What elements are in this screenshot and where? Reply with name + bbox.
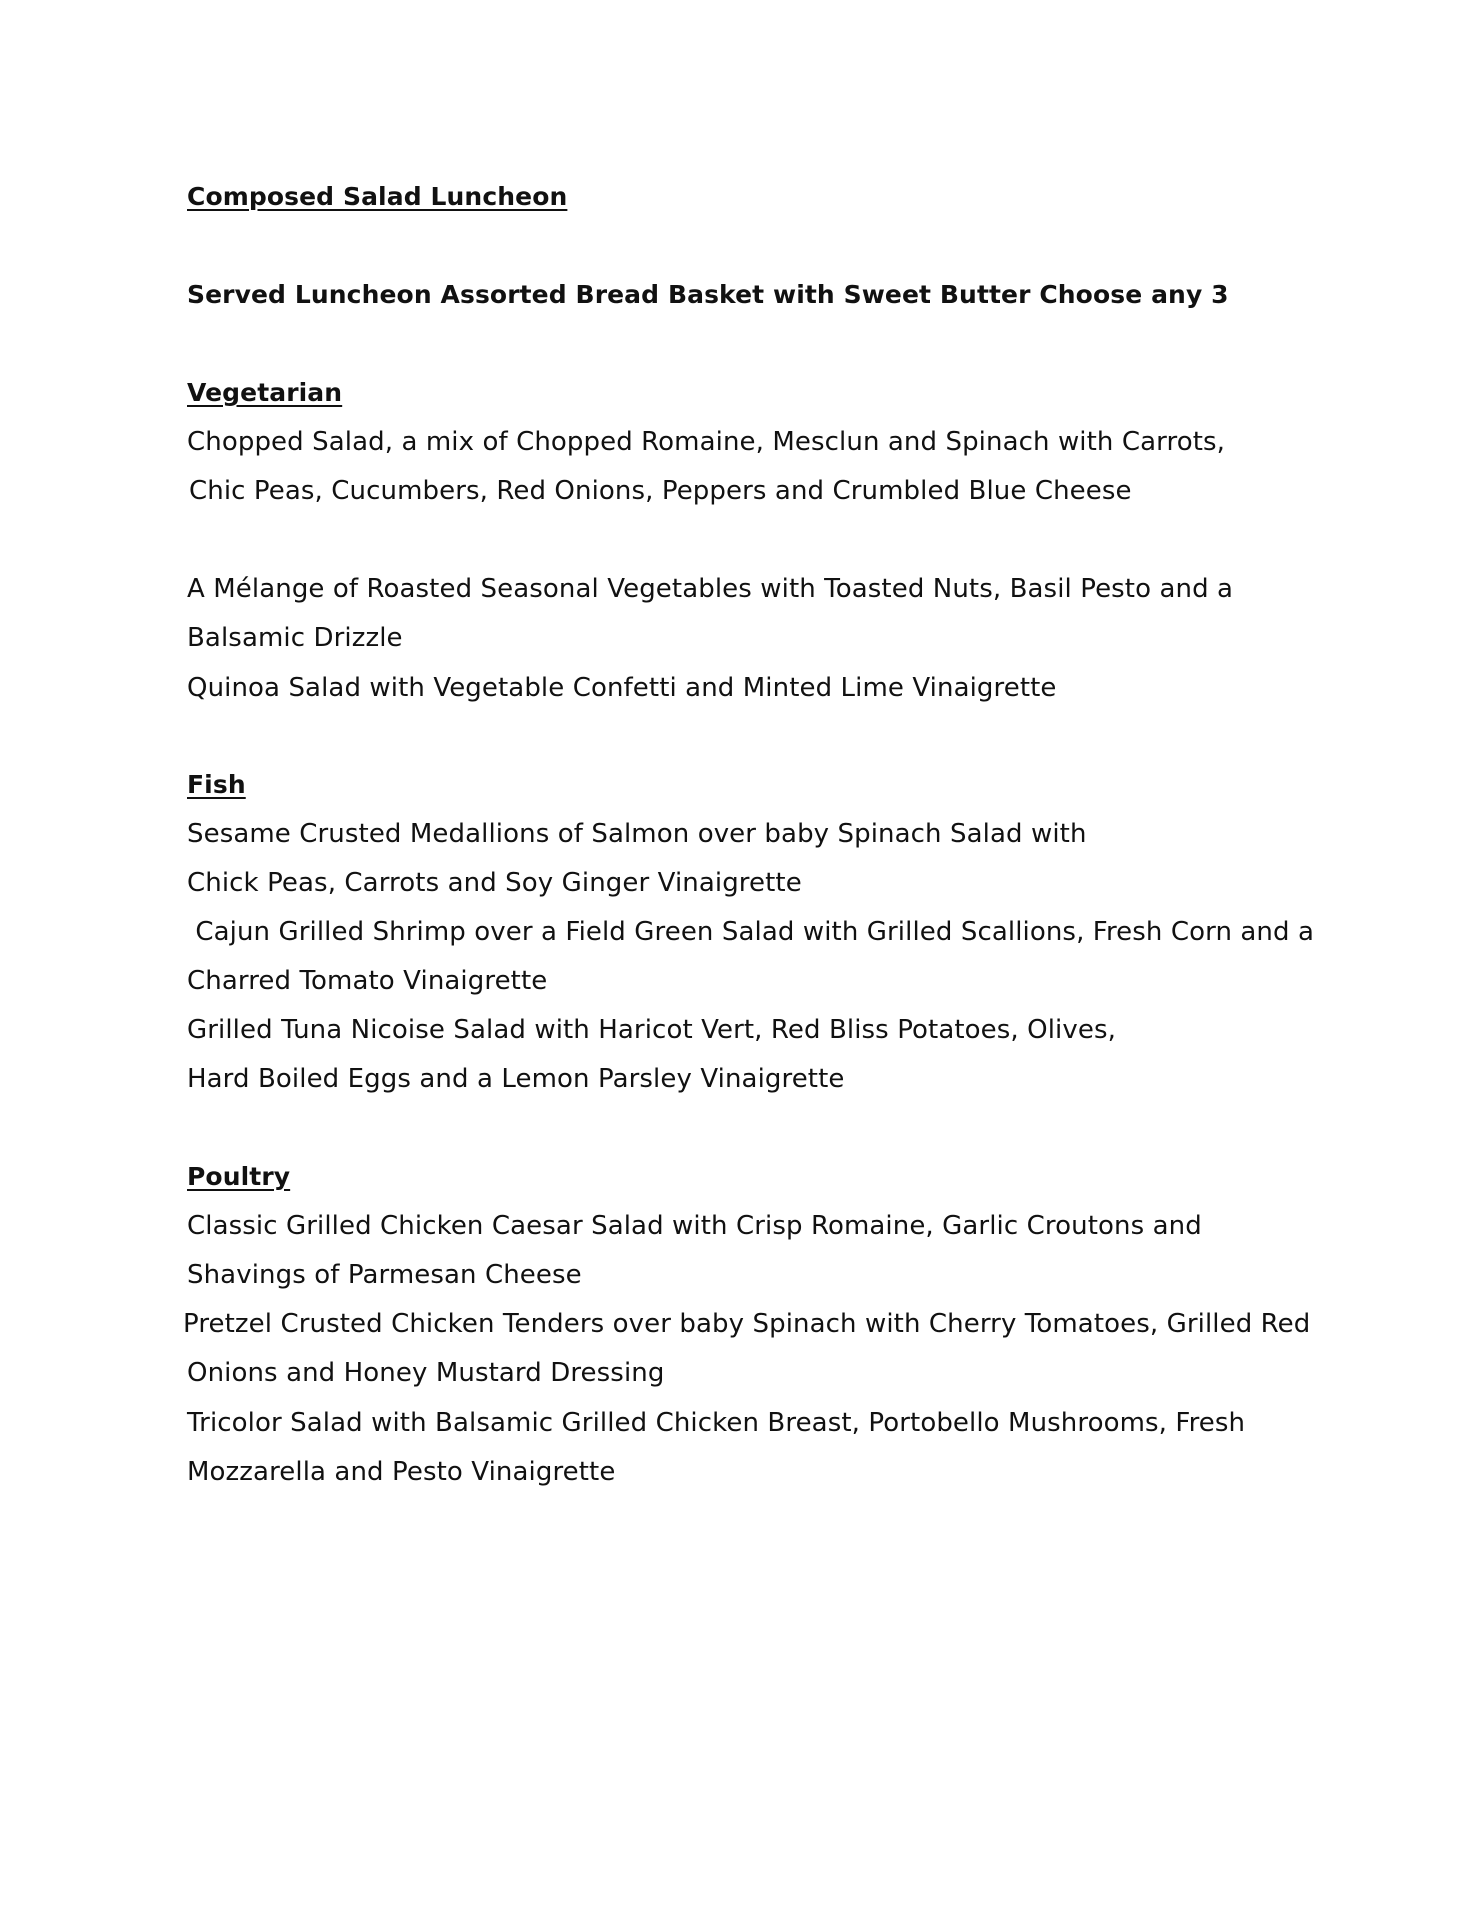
poultry-line: Mozzarella and Pesto Vinaigrette [187, 1457, 616, 1487]
section-heading-fish: Fish [187, 770, 246, 799]
fish-line: Grilled Tuna Nicoise Salad with Haricot Vert, Red Bliss Potatoes, Olives, [187, 1015, 1116, 1045]
fish-line: Sesame Crusted Medallions of Salmon over baby Spinach Salad with [187, 819, 1087, 849]
page-title: Composed Salad Luncheon [187, 182, 568, 211]
vegetarian-line: A Mélange of Roasted Seasonal Vegetables with Toasted Nuts, Basil Pesto and a [187, 574, 1234, 604]
poultry-line: Shavings of Parmesan Cheese [187, 1260, 582, 1290]
poultry-line: Tricolor Salad with Balsamic Grilled Chicken Breast, Portobello Mushrooms, Fresh [187, 1408, 1246, 1438]
poultry-line: Classic Grilled Chicken Caesar Salad with Crisp Romaine, Garlic Croutons and [187, 1211, 1202, 1241]
page-subtitle: Served Luncheon Assorted Bread Basket with Sweet Butter Choose any 3 [187, 280, 1229, 309]
vegetarian-line: Chopped Salad, a mix of Chopped Romaine, Mesclun and Spinach with Carrots, [187, 427, 1226, 457]
poultry-line: Pretzel Crusted Chicken Tenders over baby Spinach with Cherry Tomatoes, Grilled Red [183, 1309, 1311, 1339]
poultry-line: Onions and Honey Mustard Dressing [187, 1358, 665, 1388]
fish-line: Hard Boiled Eggs and a Lemon Parsley Vinaigrette [187, 1064, 845, 1094]
vegetarian-line: Chic Peas, Cucumbers, Red Onions, Peppers and Crumbled Blue Cheese [189, 476, 1132, 506]
section-heading-poultry: Poultry [187, 1162, 291, 1191]
fish-line: Chick Peas, Carrots and Soy Ginger Vinaigrette [187, 868, 802, 898]
fish-line: Cajun Grilled Shrimp over a Field Green Salad with Grilled Scallions, Fresh Corn and a [187, 917, 1315, 947]
vegetarian-line: Balsamic Drizzle [187, 623, 403, 653]
vegetarian-line: Quinoa Salad with Vegetable Confetti and Minted Lime Vinaigrette [187, 673, 1057, 703]
section-heading-vegetarian: Vegetarian [187, 378, 343, 407]
fish-line: Charred Tomato Vinaigrette [187, 966, 548, 996]
